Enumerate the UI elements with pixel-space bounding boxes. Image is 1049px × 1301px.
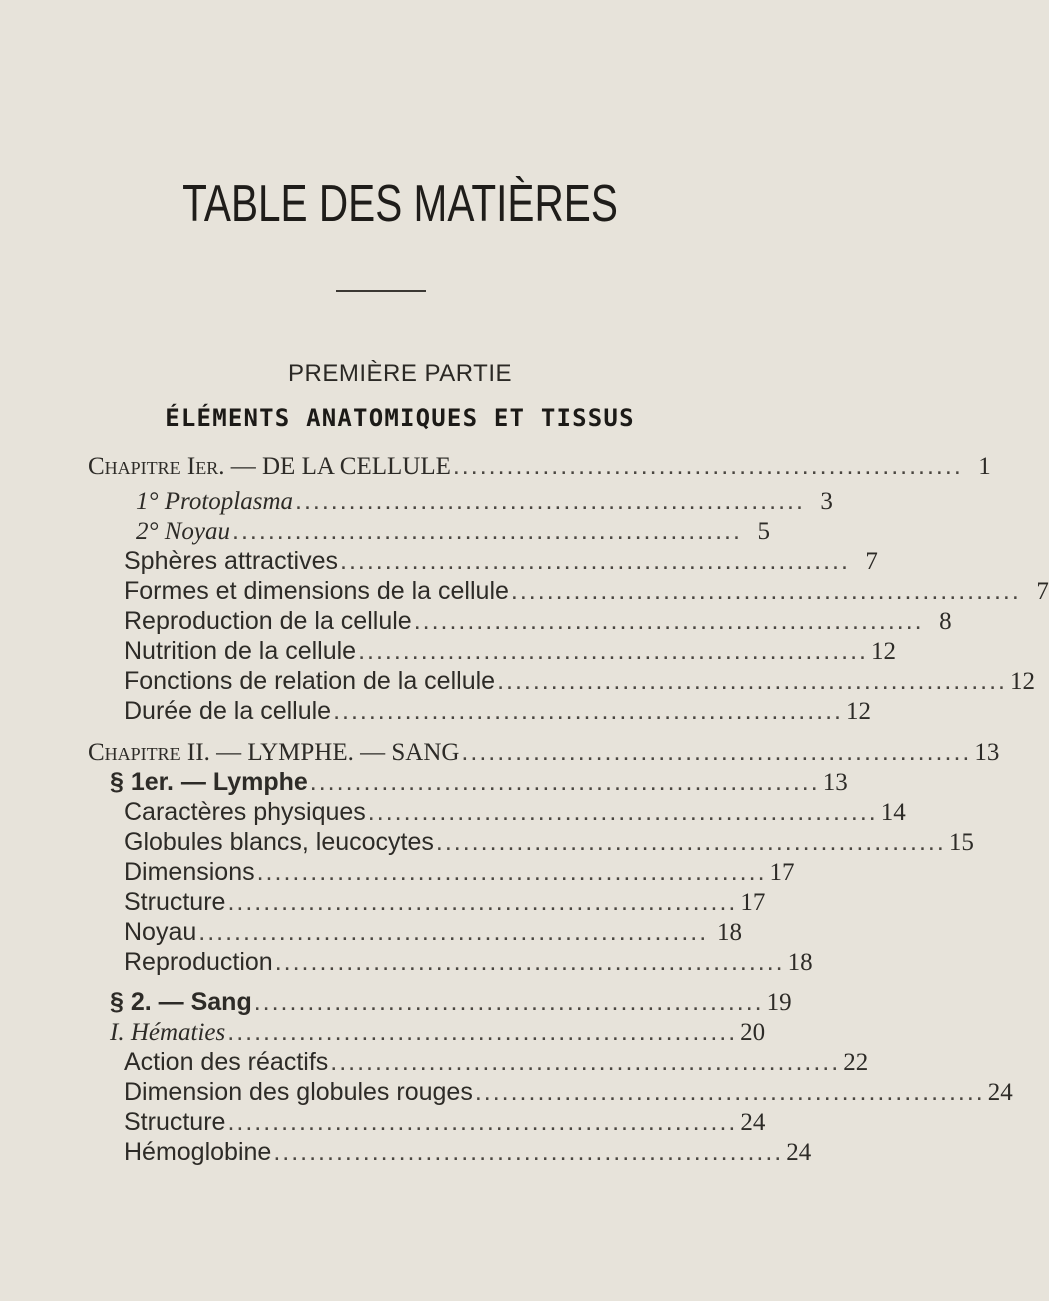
dot-leader: ......................................................... xyxy=(253,988,764,1016)
dot-leader: ......................................................... xyxy=(510,577,1021,605)
toc-entry-label: Durée de la cellule xyxy=(124,697,332,725)
toc-entry xyxy=(88,452,991,481)
dot-leader: ......................................................... xyxy=(232,517,742,545)
toc-entry-page-number: 5 xyxy=(757,518,770,545)
toc-entry-label: Nutrition de la cellule xyxy=(124,637,357,665)
toc-entry-page-number: 20 xyxy=(740,1019,766,1046)
toc-entry xyxy=(124,888,766,917)
toc-entry-page-number: 17 xyxy=(769,859,795,886)
section-heading: ÉLÉMENTS ANATOMIQUES ET TISSUS xyxy=(165,404,635,432)
toc-entry-label: 2° Noyau xyxy=(136,518,231,545)
dot-leader: ......................................................... xyxy=(358,637,868,665)
toc-entry-page-number: 8 xyxy=(939,608,952,635)
toc-entry-page-number: 24 xyxy=(786,1139,812,1166)
toc-entry-label: Structure xyxy=(124,888,226,916)
toc-entry-page-number: 12 xyxy=(1009,668,1035,695)
dot-leader: ......................................................... xyxy=(273,1138,784,1166)
toc-entry-label: Sphères attractives xyxy=(124,547,338,575)
toc-entry-page-number: 13 xyxy=(974,739,1000,766)
dot-leader: ......................................................... xyxy=(309,768,820,796)
toc-entry-label: Noyau xyxy=(124,918,197,946)
toc-entry xyxy=(124,798,906,827)
toc-entry xyxy=(124,577,1049,606)
toc-entry-page-number: 12 xyxy=(846,698,871,725)
toc-entry-page-number: 13 xyxy=(822,769,848,796)
toc-entry xyxy=(124,858,795,887)
toc-entry xyxy=(124,547,878,576)
dot-leader: ......................................................... xyxy=(340,547,850,575)
toc-entry-label: Reproduction xyxy=(124,948,273,976)
toc-entry-label: Dimensions xyxy=(124,858,255,886)
toc-entry-page-number: 7 xyxy=(865,548,878,575)
dot-leader: ......................................................... xyxy=(330,1048,841,1076)
toc-entry-label: Fonctions de relation de la cellule xyxy=(124,667,496,695)
toc-entry-page-number: 7 xyxy=(1036,578,1049,605)
toc-entry xyxy=(124,637,896,666)
toc-entry-page-number: 19 xyxy=(766,989,792,1016)
title-divider xyxy=(336,290,426,292)
part-heading: PREMIÈRE PARTIE xyxy=(288,360,512,387)
toc-entry-page-number: 3 xyxy=(820,488,833,515)
toc-entry xyxy=(124,697,871,726)
toc-entry xyxy=(124,948,813,977)
toc-entry xyxy=(136,517,770,546)
dot-leader: ......................................................... xyxy=(461,738,972,766)
toc-entry xyxy=(110,768,848,797)
dot-leader: ......................................................... xyxy=(435,828,946,856)
toc-entry xyxy=(124,1108,766,1137)
toc-entry-label: Caractères physiques xyxy=(124,798,366,826)
toc-entry-label: Hémoglobine xyxy=(124,1138,272,1166)
toc-entry-page-number: 18 xyxy=(787,949,813,976)
toc-entry-page-number: 24 xyxy=(740,1109,766,1136)
toc-entry-label: Formes et dimensions de la cellule xyxy=(124,577,509,605)
toc-entry-label: Dimension des globules rouges xyxy=(124,1078,473,1106)
toc-entry xyxy=(110,988,792,1017)
toc-entry xyxy=(124,607,952,636)
dot-leader: ......................................................... xyxy=(474,1078,985,1106)
toc-entry-label: § 1er. — Lymphe xyxy=(110,768,308,796)
dot-leader: ......................................................... xyxy=(367,798,878,826)
dot-leader: ......................................................... xyxy=(227,888,738,916)
toc-entry-page-number: 15 xyxy=(948,829,974,856)
toc-entry-label: Action des réactifs xyxy=(124,1048,329,1076)
toc-entry xyxy=(110,1018,766,1047)
toc-entry-page-number: 24 xyxy=(987,1079,1013,1106)
toc-entry-label: Reproduction de la cellule xyxy=(124,607,412,635)
toc-entry xyxy=(124,1138,812,1167)
toc-entry xyxy=(124,1078,1013,1107)
dot-leader: ......................................................... xyxy=(274,948,785,976)
toc-entry-page-number: 22 xyxy=(843,1049,869,1076)
toc-entry xyxy=(88,738,1000,767)
dot-leader: ......................................................... xyxy=(198,918,709,946)
toc-entry xyxy=(124,1048,869,1077)
dot-leader: ......................................................... xyxy=(256,858,767,886)
toc-entry-page-number: 1 xyxy=(978,453,991,480)
toc-entry-label: Structure xyxy=(124,1108,226,1136)
dot-leader: ......................................................... xyxy=(413,607,924,635)
toc-entry-page-number: 18 xyxy=(717,919,742,946)
toc-entry-label: Chapitre Ier. — DE LA CELLULE xyxy=(88,453,451,480)
toc-entry xyxy=(136,487,833,516)
page-title: TABLE DES MATIÈRES xyxy=(182,175,618,233)
toc-entry-label: 1° Protoplasma xyxy=(136,488,293,515)
toc-entry-label: Chapitre II. — LYMPHE. — SANG xyxy=(88,739,460,766)
toc-entry xyxy=(124,828,974,857)
toc-entry-page-number: 12 xyxy=(871,638,896,665)
dot-leader: ......................................................... xyxy=(227,1018,738,1046)
dot-leader: ......................................................... xyxy=(452,452,963,480)
toc-entry-label: Globules blancs, leucocytes xyxy=(124,828,434,856)
toc-entry xyxy=(124,667,1035,696)
dot-leader: ......................................................... xyxy=(295,487,805,515)
toc-entry xyxy=(124,918,742,947)
toc-entry-label: § 2. — Sang xyxy=(110,988,252,1016)
toc-entry-page-number: 17 xyxy=(740,889,766,916)
dot-leader: ......................................................... xyxy=(497,667,1007,695)
dot-leader: ......................................................... xyxy=(333,697,843,725)
toc-entry-page-number: 14 xyxy=(880,799,906,826)
dot-leader: ......................................................... xyxy=(227,1108,738,1136)
toc-entry-label: I. Hématies xyxy=(110,1019,226,1046)
